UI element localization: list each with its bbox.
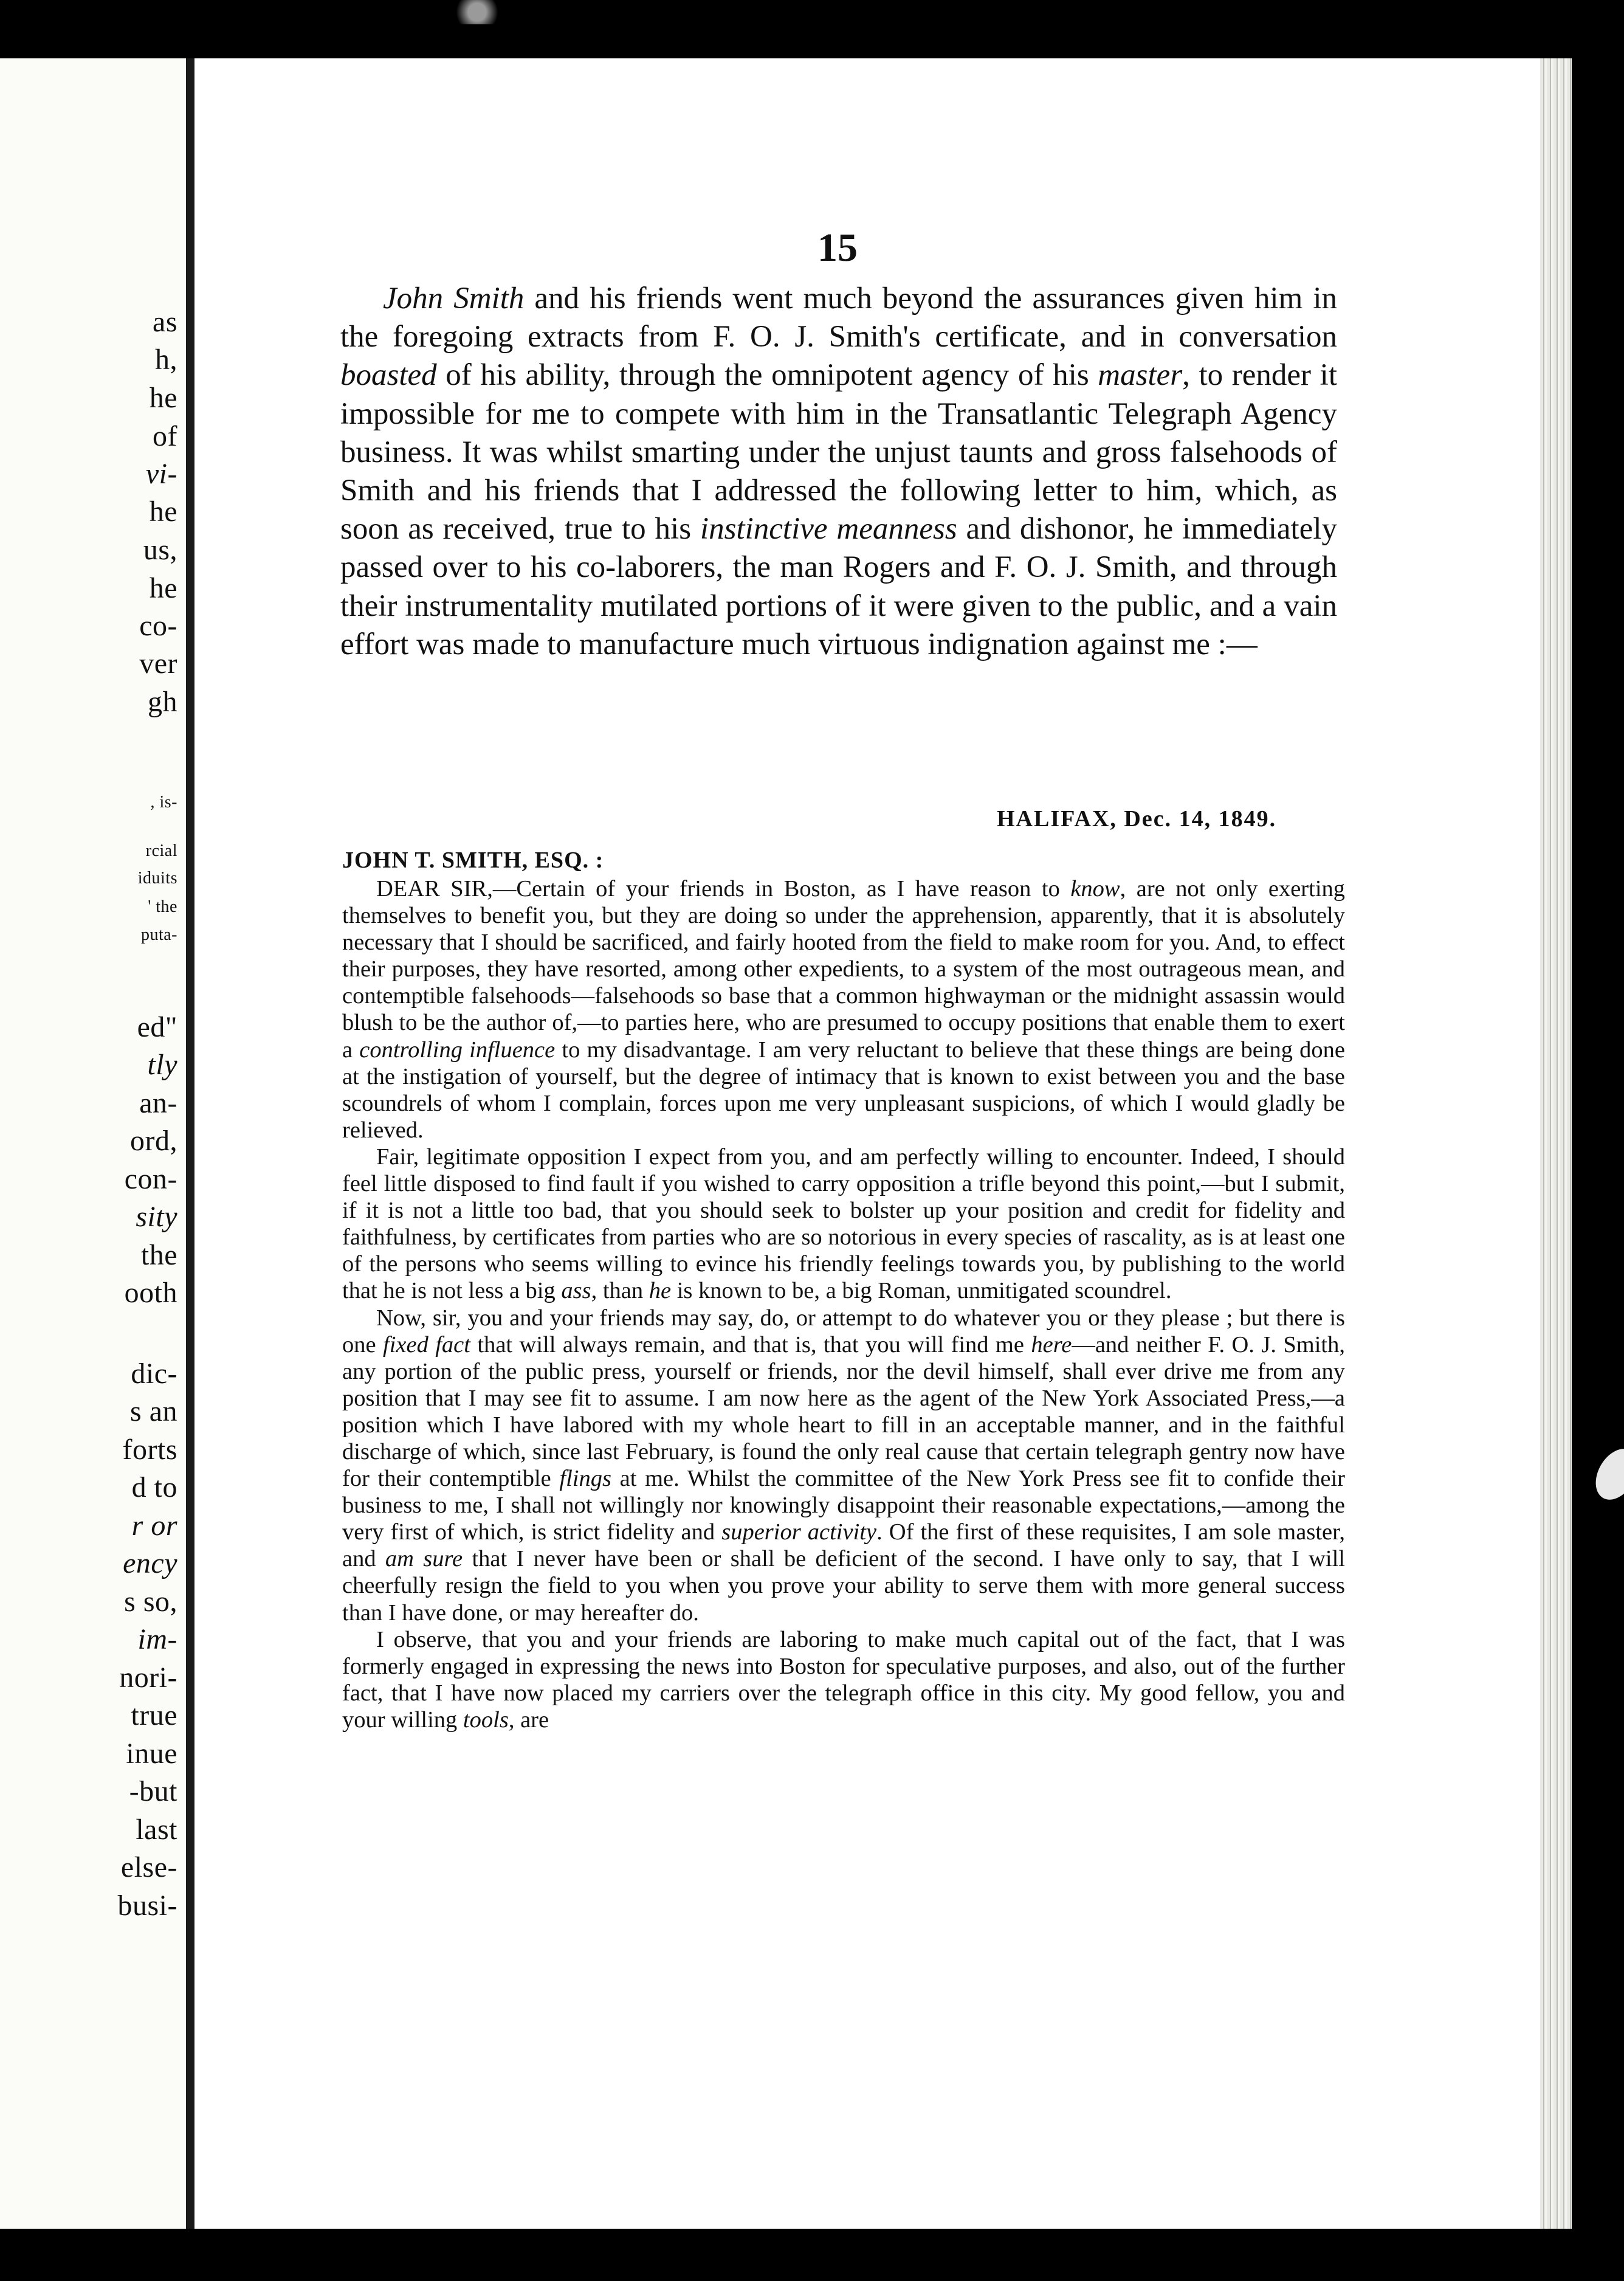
emphasis: master	[1098, 358, 1183, 393]
left-fragment: iduits	[137, 869, 177, 888]
left-fragment: as	[153, 306, 177, 338]
left-fragment: the	[140, 1239, 177, 1271]
letter-dateline: HALIFAX, Dec. 14, 1849.	[997, 806, 1277, 832]
letter-opening: DEAR SIR,	[376, 876, 493, 902]
left-fragment: nori-	[119, 1662, 177, 1694]
left-fragment: d to	[131, 1471, 177, 1503]
page-edges	[1540, 58, 1572, 2229]
narrative-paragraph	[340, 280, 1337, 664]
left-fragment: im-	[137, 1623, 177, 1655]
left-fragment: tly	[147, 1049, 177, 1081]
left-fragment: ed"	[137, 1011, 177, 1043]
left-fragment: gh	[148, 686, 177, 718]
left-fragment: ooth	[124, 1277, 177, 1309]
left-fragment: con-	[124, 1163, 177, 1195]
left-fragment: of	[153, 420, 177, 452]
left-fragment: forts	[122, 1434, 177, 1466]
emphasis: boasted	[340, 358, 437, 393]
page-number: 15	[817, 226, 858, 270]
page-tear	[1588, 1441, 1624, 1507]
left-fragment: he	[149, 382, 177, 414]
left-fragment: inue	[126, 1737, 177, 1770]
left-fragment: vi-	[145, 458, 177, 490]
left-fragment: ord,	[130, 1125, 177, 1157]
left-fragment: , is-	[150, 793, 177, 812]
letter-paragraph: Fair, legitimate opposition I expect from you, and am perfectly willing to encounter. Indeed, I should feel little disposed to find fault if you wished to carry opposition a trifle beyond this point,—but I submit, if it is not a little too bad, that you should seek to bolster up your position and credit for fidelity and faithfulness, by certificates from parties who are so notorious in every species of rascality, as is at least one of the persons who seems willing to evince his friendly feelings towards you, by publishing to the world that he is not less a big ass, than he is known to be, a big Roman, unmitigated scoundrel.	[342, 1144, 1345, 1304]
left-page-fragment	[0, 58, 186, 2229]
page-stain	[450, 0, 504, 24]
left-fragment: co-	[139, 610, 177, 642]
left-fragment: he	[149, 495, 177, 528]
left-fragment: dic-	[131, 1358, 177, 1390]
left-fragment: us,	[143, 534, 177, 566]
left-fragment: sity	[136, 1201, 177, 1233]
left-fragment: ' the	[148, 897, 177, 916]
left-fragment: last	[136, 1813, 177, 1846]
left-fragment: busi-	[117, 1889, 177, 1922]
emphasis: instinctive meanness	[700, 512, 957, 547]
letter-body	[342, 875, 1345, 1733]
left-fragment: r or	[131, 1510, 177, 1542]
left-fragment: true	[131, 1699, 177, 1731]
letter-paragraph: Now, sir, you and your friends may say, do, or attempt to do whatever you or they please ; but there is one fixed fact that will always remain, and that is, that you will find me here—and neither F. O. J. Smith, any portion of the public press, yourself or friends, nor the devil himself, shall ever drive me from any position that I may see fit to assume. I am now here as the agent of the New York Associated Press,—a position which I have labored with my whole heart to fill in an acceptable manner, and in the faithful discharge of which, since last February, is found the only real cause that certain telegraph gentry now have for their contemptible flings at me. Whilst the committee of the New York Press see fit to confide their business to me, I shall not willingly nor knowingly disappoint their reasonable expectations,—among the very first of which, is strict fidelity and superior activity. Of the first of these requisites, I am sole master, and am sure that I never have been or shall be deficient of the second. I have only to say, that I will cheerfully resign the field to you when you prove your ability to serve them with more general success than I have done, or may hereafter do.	[342, 1305, 1346, 1626]
left-fragment: puta-	[140, 925, 177, 944]
letter-salutation: JOHN T. SMITH, ESQ. :	[342, 847, 604, 873]
left-fragment: he	[149, 572, 177, 604]
left-fragment: an-	[139, 1087, 177, 1119]
left-fragment: else-	[120, 1851, 177, 1883]
left-fragment: ency	[123, 1547, 177, 1579]
left-fragment: rcial	[145, 841, 177, 860]
letter-paragraph: DEAR SIR,—Certain of your friends in Boston, as I have reason to know, are not only exerting themselves to benefit you, but they are doing so under the apprehension, apparently, that it is absolutely necessary that I should be sacrificed, and fairly hooted from the field to make room for you. And, to effect their purposes, they have resorted, among other expedients, to a system of the most outrageous mean, and contemptible falsehoods—falsehoods so base that a common highwayman or the midnight assassin would blush to be the author of,—to parties here, who are presumed to occupy positions that enable them to exert a controlling influence to my disadvantage. I am very reluctant to believe that these things are being done at the instigation of yourself, but the degree of intimacy that is known to exist between you and the base scoundrels of whom I complain, forces upon me very unpleasant suspicions, of which I would gladly be relieved.	[342, 876, 1346, 1143]
left-fragment: s so,	[124, 1586, 177, 1618]
left-fragment: ver	[139, 647, 177, 680]
book-gutter	[186, 58, 194, 2229]
letter-paragraph: I observe, that you and your friends are laboring to make much capital out of the fact, that I was formerly engaged in expressing the news into Boston for speculative purposes, and also, out of the further fact, that I have now placed my carriers over the telegraph office in this city. My good fellow, you and your willing tools, are	[342, 1626, 1345, 1733]
emphasis: John Smith	[383, 281, 525, 316]
left-fragment: s an	[130, 1395, 177, 1427]
narrative-text: John Smith and his friends went much beyond the assurances given him in the foregoing extracts from F. O. J. Smith's certificate, and in conversation boasted of his ability, through the omnipotent agency of his master, to render it impossible for me to compete with him in the Transatlantic Telegraph Agency business. It was whilst smarting under the unjust taunts and gross falsehoods of Smith and his friends that I addressed the following letter to him, which, as soon as received, true to his instinctive meanness and dishonor, he immediately passed over to his co-laborers, the man Rogers and F. O. J. Smith, and through their instrumentality mutilated portions of it were given to the public, and a vain effort was made to manufacture much virtuous indignation against me :—	[340, 281, 1338, 661]
left-fragment: h,	[155, 343, 177, 376]
left-fragment: -but	[129, 1775, 177, 1807]
